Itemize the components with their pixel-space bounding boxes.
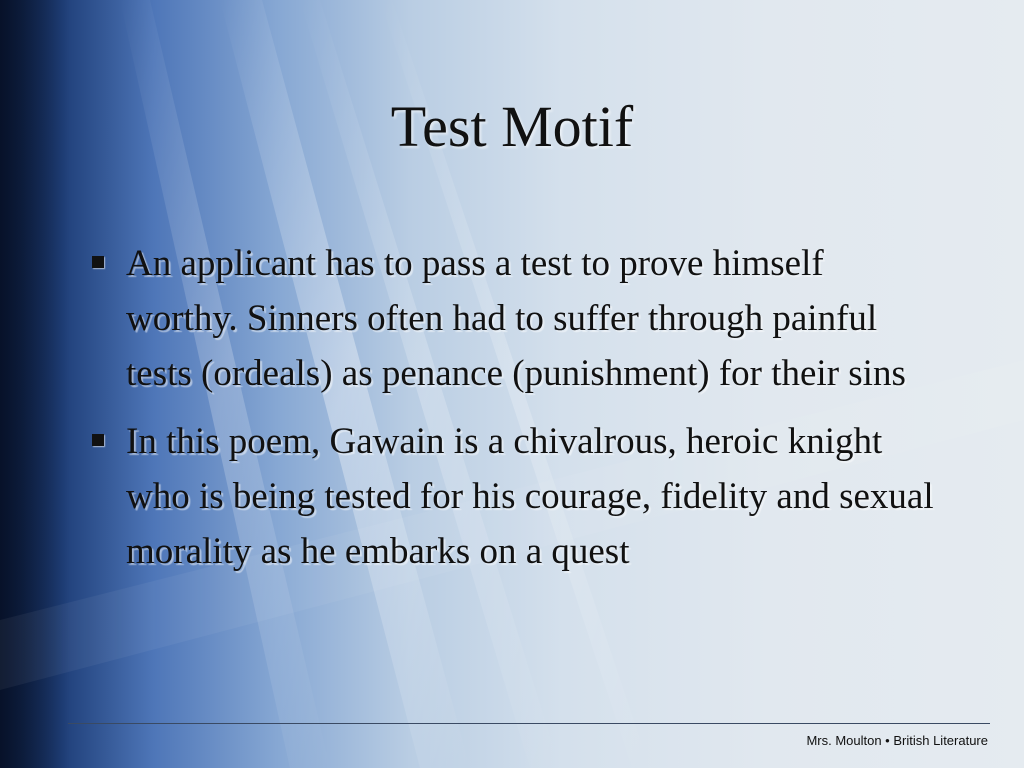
slide-title: Test Motif [390,94,634,159]
bullet-text: An applicant has to pass a test to prove himself worthy. Sinners often had to suffer through painful tests (ordeals) as penance (punishment) for their sins [126,243,906,394]
square-bullet-icon [92,434,104,446]
list-item [90,236,940,401]
bullet-list [90,236,940,592]
footer-divider [68,723,990,724]
list-item [90,414,940,579]
footer-text: Mrs. Moulton • British Literature [806,733,988,748]
square-bullet-icon [92,256,104,268]
bullet-text: In this poem, Gawain is a chivalrous, heroic knight who is being tested for his courage, fidelity and sexual morality as he embarks on a quest [126,421,934,572]
